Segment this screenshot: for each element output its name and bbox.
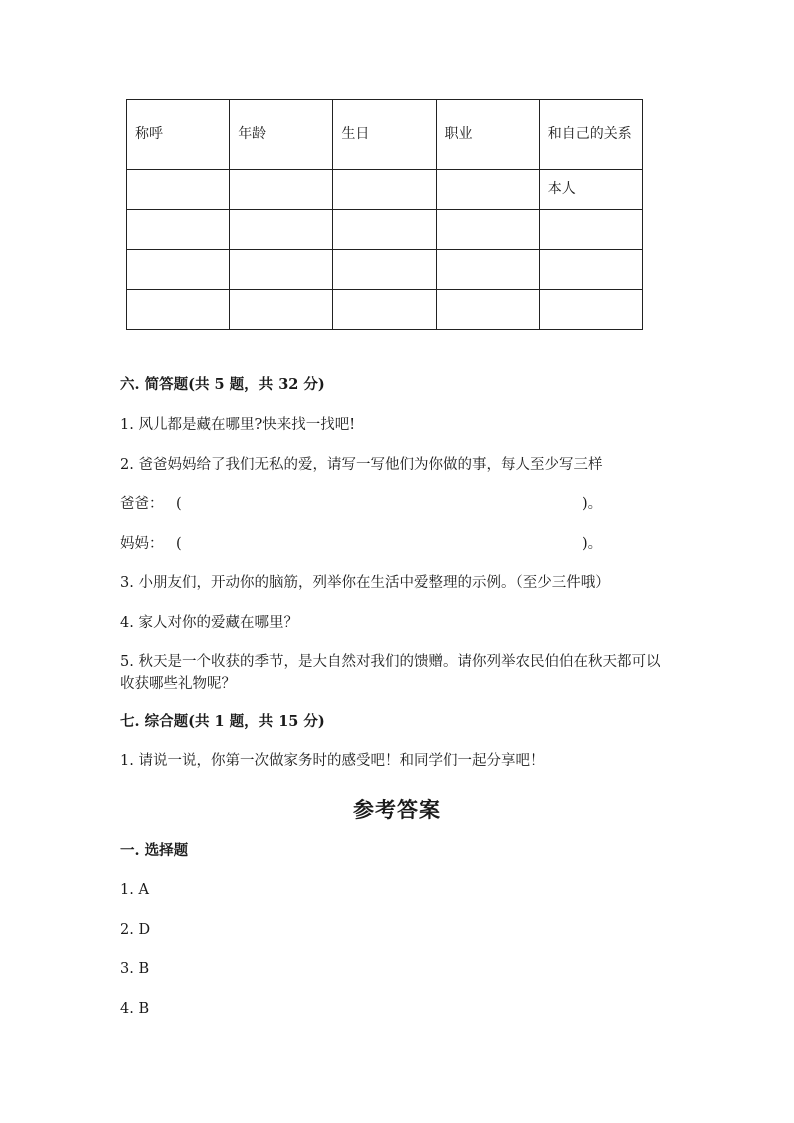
table-cell[interactable]	[127, 170, 230, 210]
table-cell[interactable]	[539, 250, 642, 290]
section-6-title: 六. 简答题(共 5 题，共 32 分)	[120, 376, 325, 393]
answer-section-1-title: 一. 选择题	[120, 842, 189, 859]
table-cell[interactable]	[333, 290, 436, 330]
table-header-row	[127, 100, 643, 170]
table-cell[interactable]	[127, 210, 230, 250]
mom-answer-paren-open: (	[176, 536, 182, 552]
table-cell[interactable]	[127, 250, 230, 290]
question-6-1: 1. 风儿都是藏在哪里?快来找一找吧!	[120, 417, 356, 433]
table-cell[interactable]	[230, 290, 333, 330]
table-row	[127, 290, 643, 330]
answer-item: 2. D	[120, 922, 151, 938]
dad-answer-label: 爸爸：	[120, 496, 164, 512]
table-cell[interactable]	[333, 250, 436, 290]
answer-item: 4. B	[120, 1001, 150, 1017]
dad-answer-paren-open: (	[176, 496, 182, 512]
table-cell[interactable]	[436, 250, 539, 290]
answer-item: 1. A	[120, 882, 149, 898]
table-header-cell: 年龄	[230, 100, 333, 170]
mom-answer-paren-close: )。	[582, 536, 603, 552]
table-header-cell: 和自己的关系	[539, 100, 642, 170]
dad-answer-paren-close: )。	[582, 496, 603, 512]
table-cell[interactable]	[436, 170, 539, 210]
table-cell[interactable]: 本人	[539, 170, 642, 210]
table-row	[127, 210, 643, 250]
answer-item: 3. B	[120, 961, 150, 977]
table-cell[interactable]	[230, 250, 333, 290]
question-7-1: 1. 请说一说，你第一次做家务时的感受吧！和同学们一起分享吧！	[120, 753, 545, 769]
table-cell[interactable]	[539, 290, 642, 330]
question-6-5: 5. 秋天是一个收获的季节，是大自然对我们的馈赠。请你列举农民伯伯在秋天都可以收获哪些礼物呢？	[120, 654, 661, 692]
table-header-cell: 职业	[436, 100, 539, 170]
question-6-2: 2. 爸爸妈妈给了我们无私的爱，请写一写他们为你做的事，每人至少写三样	[120, 457, 603, 473]
answer-key-title: 参考答案	[353, 797, 441, 822]
table-cell[interactable]	[333, 170, 436, 210]
table-cell[interactable]	[127, 290, 230, 330]
table-header-cell: 生日	[333, 100, 436, 170]
table-cell[interactable]	[333, 210, 436, 250]
question-6-3: 3. 小朋友们，开动你的脑筋，列举你在生活中爱整理的示例。（至少三件哦）	[120, 575, 610, 591]
section-7-title: 七. 综合题(共 1 题，共 15 分)	[120, 713, 325, 730]
table-cell[interactable]	[436, 210, 539, 250]
family-info-table	[126, 99, 643, 330]
mom-answer-label: 妈妈：	[120, 536, 164, 552]
table-cell[interactable]	[539, 210, 642, 250]
table-cell[interactable]	[436, 290, 539, 330]
table-header-cell: 称呼	[127, 100, 230, 170]
table-cell[interactable]	[230, 170, 333, 210]
question-6-4: 4. 家人对你的爱藏在哪里？	[120, 615, 298, 631]
table-cell[interactable]	[230, 210, 333, 250]
table-row	[127, 170, 643, 210]
table-row	[127, 250, 643, 290]
